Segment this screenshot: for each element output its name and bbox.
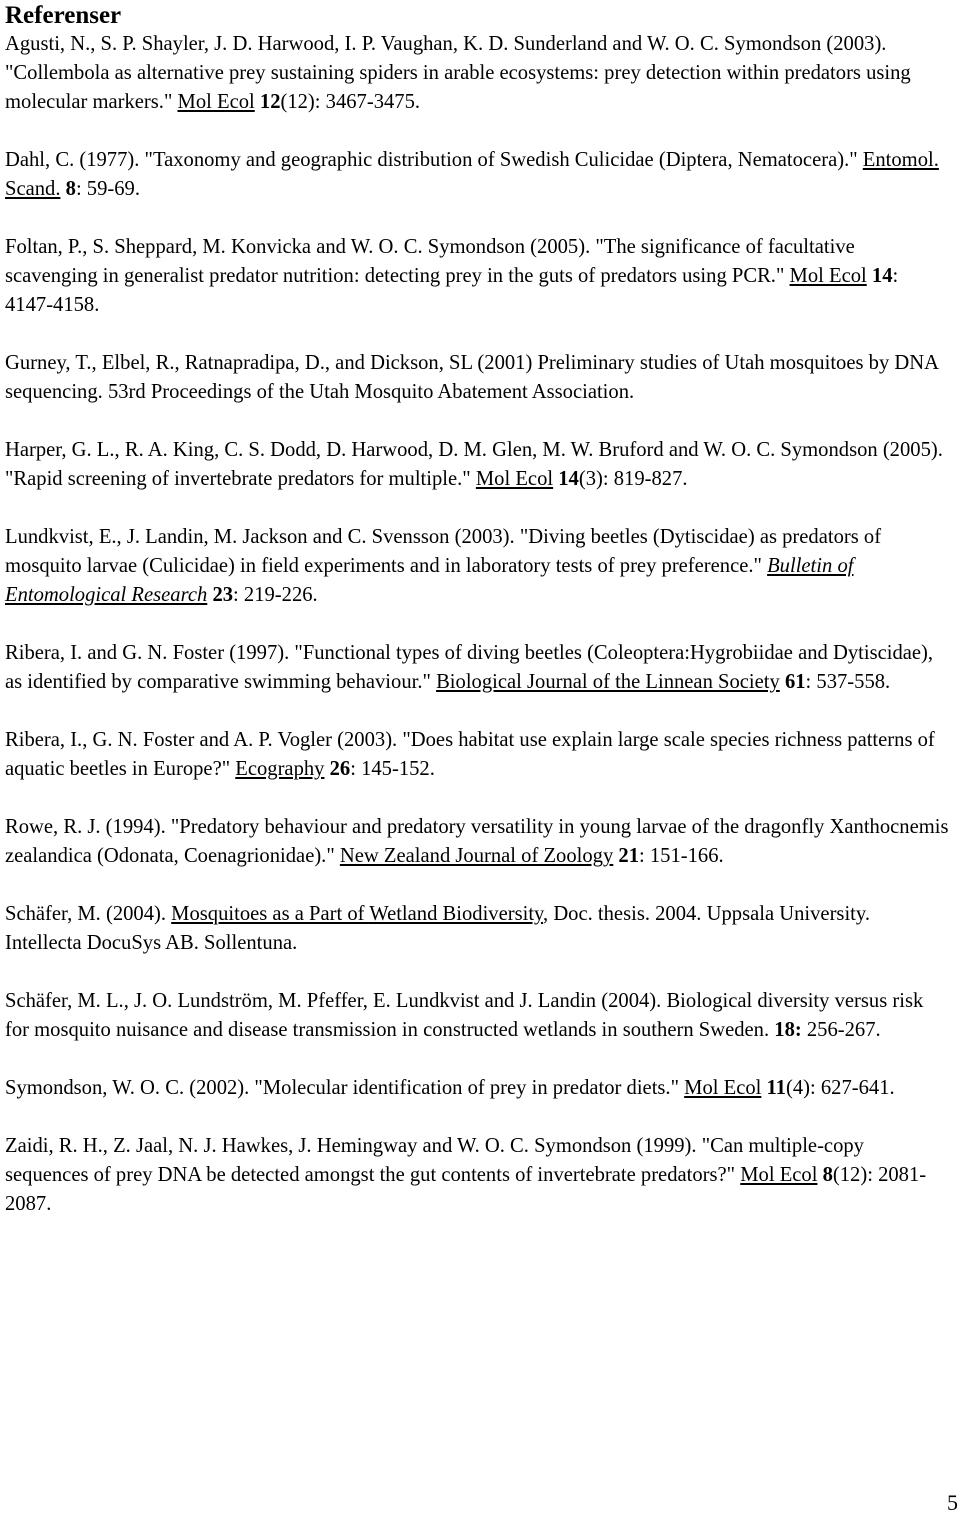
volume: 11 [766, 1077, 786, 1099]
heading: Referenser [5, 2, 122, 29]
journal-link[interactable]: Biological Journal of the Linnean Society [436, 671, 780, 693]
volume: 14 [558, 468, 579, 490]
pages: : 537-558. [805, 671, 891, 693]
volume: 8 [65, 178, 76, 200]
reference-item [5, 523, 950, 610]
reference-text: Schäfer, M. L., J. O. Lundström, M. Pfeffer, E. Lundkvist and J. Landin (2004). Biological diversity versus risk for mosquito nuisance and disease transmission in constructed wetlands in southern Sweden. [5, 990, 924, 1041]
reference-item [5, 146, 950, 204]
journal-link[interactable]: Mol Ecol [740, 1164, 818, 1186]
reference-text: Schäfer, M. (2004). [5, 903, 172, 925]
pages: (3): 819-827. [578, 468, 688, 490]
reference-text: Gurney, T., Elbel, R., Ratnapradipa, D., and Dickson, SL (2001) Preliminary studies of Utah mosquitoes by DNA sequencing. 53rd Proceedings of the Utah Mosquito Abatement Association. [5, 352, 938, 403]
volume: 18: [774, 1019, 802, 1041]
journal-link[interactable]: Mol Ecol [789, 265, 867, 287]
pages: 256-267. [801, 1019, 881, 1041]
reference-text: Rowe, R. J. (1994). "Predatory behaviour and predatory versatility in young larvae of the dragonfly Xanthocnemis zealandica (Odonata, Coenagrionidae)." [5, 816, 949, 867]
journal-link[interactable]: Ecography [235, 758, 325, 780]
reference-item [5, 639, 950, 697]
references-page [5, 0, 950, 1248]
volume: 61 [784, 671, 806, 693]
journal-link[interactable]: Mol Ecol [177, 91, 255, 113]
reference-text: Lundkvist, E., J. Landin, M. Jackson and C. Svensson (2003). "Diving beetles (Dytiscidae) as predators of mosquito larvae (Culicidae) in field experiments and in laboratory tests of prey preference." [5, 526, 882, 577]
journal-link[interactable]: Bulletin of Entomological Research [5, 555, 854, 606]
pages: : 4147-4158. [5, 265, 899, 316]
reference-text: Ribera, I. and G. N. Foster (1997). "Functional types of diving beetles (Coleoptera:Hygrobiidae and Dytiscidae), as identified by comparative swimming behaviour." [5, 642, 934, 693]
pages: (12): 2081-2087. [5, 1164, 927, 1215]
volume: 21 [618, 845, 640, 867]
page-number: 5 [947, 1490, 958, 1515]
reference-item [5, 813, 950, 871]
reference-item [5, 233, 950, 320]
pages: : 219-226. [233, 584, 318, 606]
reference-item [5, 1132, 950, 1219]
reference-item [5, 30, 950, 117]
pages: : 145-152. [350, 758, 435, 780]
journal-link[interactable]: Mol Ecol [475, 468, 554, 490]
reference-item [5, 349, 950, 407]
reference-text: Harper, G. L., R. A. King, C. S. Dodd, D. Harwood, D. M. Glen, M. W. Bruford and W. O. C. Symondson (2005). "Rapid screening of invertebrate predators for multiple." [5, 439, 943, 490]
reference-item [5, 900, 950, 958]
reference-text: Foltan, P., S. Sheppard, M. Konvicka and W. O. C. Symondson (2005). "The significance of facultative scavenging in generalist predator nutrition: detecting prey in the guts of predators using PCR." [5, 236, 855, 287]
journal-link[interactable]: New Zealand Journal of Zoology [339, 845, 614, 867]
volume: 23 [212, 584, 234, 606]
reference-item [5, 726, 950, 784]
reference-text: Agusti, N., S. P. Shayler, J. D. Harwood, I. P. Vaughan, K. D. Sunderland and W. O. C. Symondson (2003). "Collembola as alternative prey sustaining spiders in arable ecosystems: prey detection within predators using molecular markers." [5, 33, 911, 113]
journal-link[interactable]: Mol Ecol [684, 1077, 762, 1099]
reference-text: Ribera, I., G. N. Foster and A. P. Vogler (2003). "Does habitat use explain large scale species richness patterns of aquatic beetles in Europe?" [5, 729, 935, 780]
pages: (12): 3467-3475. [280, 91, 421, 113]
reference-item [5, 1074, 950, 1103]
pages: : 151-166. [639, 845, 724, 867]
volume: 12 [259, 91, 281, 113]
volume: 8 [822, 1164, 833, 1186]
reference-item [5, 987, 950, 1045]
journal-link[interactable]: Entomol. Scand. [5, 149, 939, 200]
reference-text: Symondson, W. O. C. (2002). "Molecular identification of prey in predator diets." [5, 1077, 685, 1099]
pages: (4): 627-641. [785, 1077, 895, 1099]
reference-text: Zaidi, R. H., Z. Jaal, N. J. Hawkes, J. Hemingway and W. O. C. Symondson (1999). "Can multiple-copy sequences of prey DNA be detected amongst the gut contents of invertebrate predators?" [5, 1135, 864, 1186]
volume: 14 [871, 265, 893, 287]
reference-text: Dahl, C. (1977). "Taxonomy and geographic distribution of Swedish Culicidae (Diptera, Nematocera)." [5, 149, 863, 171]
thesis-details: , Doc. thesis. 2004. Uppsala University. Intellecta DocuSys AB. Sollentuna. [5, 903, 870, 954]
volume: 26 [329, 758, 351, 780]
pages: : 59-69. [75, 178, 141, 200]
reference-item [5, 436, 950, 494]
thesis-title-link[interactable]: Mosquitoes as a Part of Wetland Biodiversity [171, 903, 544, 925]
